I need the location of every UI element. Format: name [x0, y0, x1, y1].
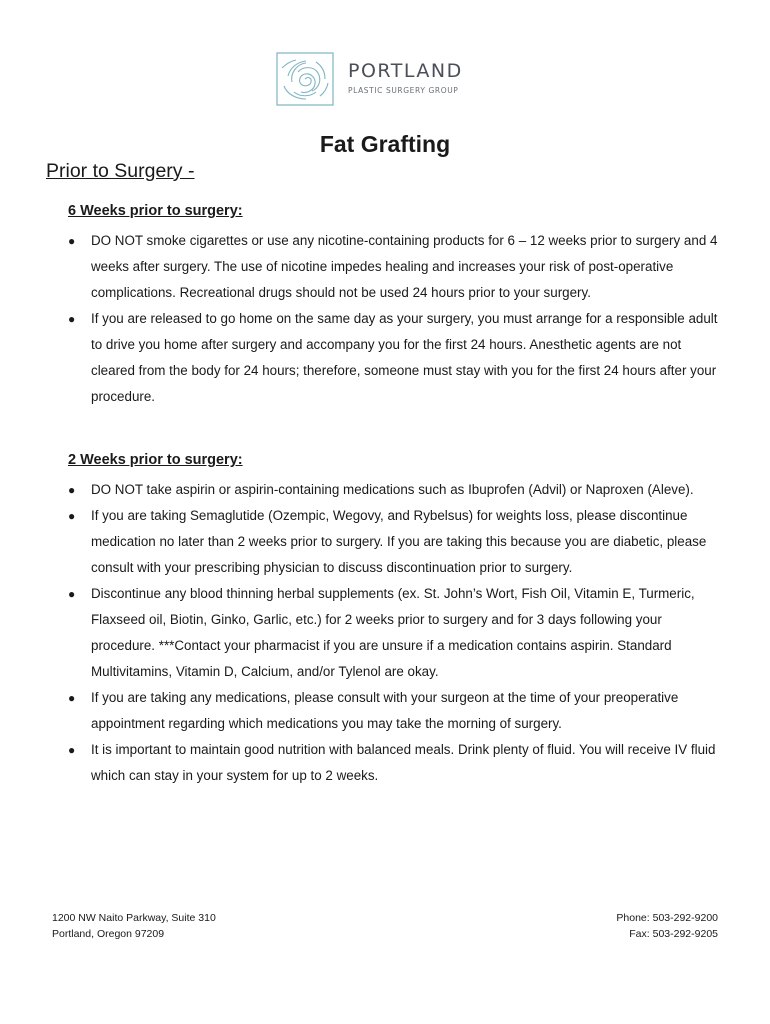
address-line-1: 1200 NW Naito Parkway, Suite 310 [52, 912, 216, 924]
logo-name: PORTLAND [348, 60, 463, 82]
list-item [68, 737, 728, 789]
logo-subtitle: PLASTIC SURGERY GROUP [348, 86, 459, 95]
address-line-2: Portland, Oregon 97209 [52, 928, 165, 940]
list-6-weeks [68, 228, 728, 410]
bullet-icon: ● [68, 312, 76, 326]
list-item-text: It is important to maintain good nutrition with balanced meals. Drink plenty of fluid. You will receive IV fluid which can stay in your system for up to 2 weeks. [91, 742, 716, 783]
rose-logo-icon [276, 52, 334, 106]
list-item [68, 685, 728, 737]
list-2-weeks [68, 477, 728, 789]
list-item [68, 581, 728, 685]
phone-number: Phone: 503-292-9200 [616, 912, 718, 924]
footer-address [52, 910, 216, 942]
list-item [68, 503, 728, 581]
list-item [68, 228, 728, 306]
subheading-6-weeks: 6 Weeks prior to surgery: [68, 203, 243, 219]
footer-contact [616, 910, 718, 942]
bullet-icon: ● [68, 509, 76, 523]
list-item-text: If you are taking any medications, please consult with your surgeon at the time of your preoperative appointment regarding which medications you may take the morning of surgery. [91, 690, 679, 731]
bullet-icon: ● [68, 483, 76, 497]
list-item-text: DO NOT take aspirin or aspirin-containing medications such as Ibuprofen (Advil) or Naproxen (Aleve). [91, 482, 694, 497]
bullet-icon: ● [68, 234, 76, 248]
list-item [68, 477, 728, 503]
bullet-icon: ● [68, 743, 76, 757]
logo [276, 52, 476, 108]
list-item-text: If you are released to go home on the same day as your surgery, you must arrange for a responsible adult to drive you home after surgery and accompany you for the first 24 hours. Anesthetic agents are not cleared from the body for 24 hours; therefore, someone must stay with you for the first 24 hours after your procedure. [91, 311, 718, 404]
fax-number: Fax: 503-292-9205 [629, 928, 718, 940]
list-item [68, 306, 728, 410]
list-item-text: DO NOT smoke cigarettes or use any nicotine-containing products for 6 – 12 weeks prior to surgery and 4 weeks after surgery. The use of nicotine impedes healing and increases your risk of post-operative complications. Recreational drugs should not be used 24 hours prior to your surgery. [91, 233, 718, 300]
section-title: Prior to Surgery - [46, 160, 195, 182]
bullet-icon: ● [68, 587, 76, 601]
list-item-text: If you are taking Semaglutide (Ozempic, Wegovy, and Rybelsus) for weights loss, please discontinue medication no later than 2 weeks prior to surgery. If you are taking this because you are diabetic, please consult with your prescribing physician to discuss discontinuation prior to surgery. [91, 508, 707, 575]
document-title: Fat Grafting [319, 131, 451, 157]
bullet-icon: ● [68, 691, 76, 705]
list-item-text: Discontinue any blood thinning herbal supplements (ex. St. John’s Wort, Fish Oil, Vitamin E, Turmeric, Flaxseed oil, Biotin, Ginko, Garlic, etc.) for 2 weeks prior to surgery and for 3 days following your procedure. ***Contact your pharmacist if you are unsure if a medication contains aspirin. Standard Multivitamins, Vitamin D, Calcium, and/or Tylenol are okay. [91, 586, 695, 679]
subheading-2-weeks: 2 Weeks prior to surgery: [68, 452, 243, 468]
